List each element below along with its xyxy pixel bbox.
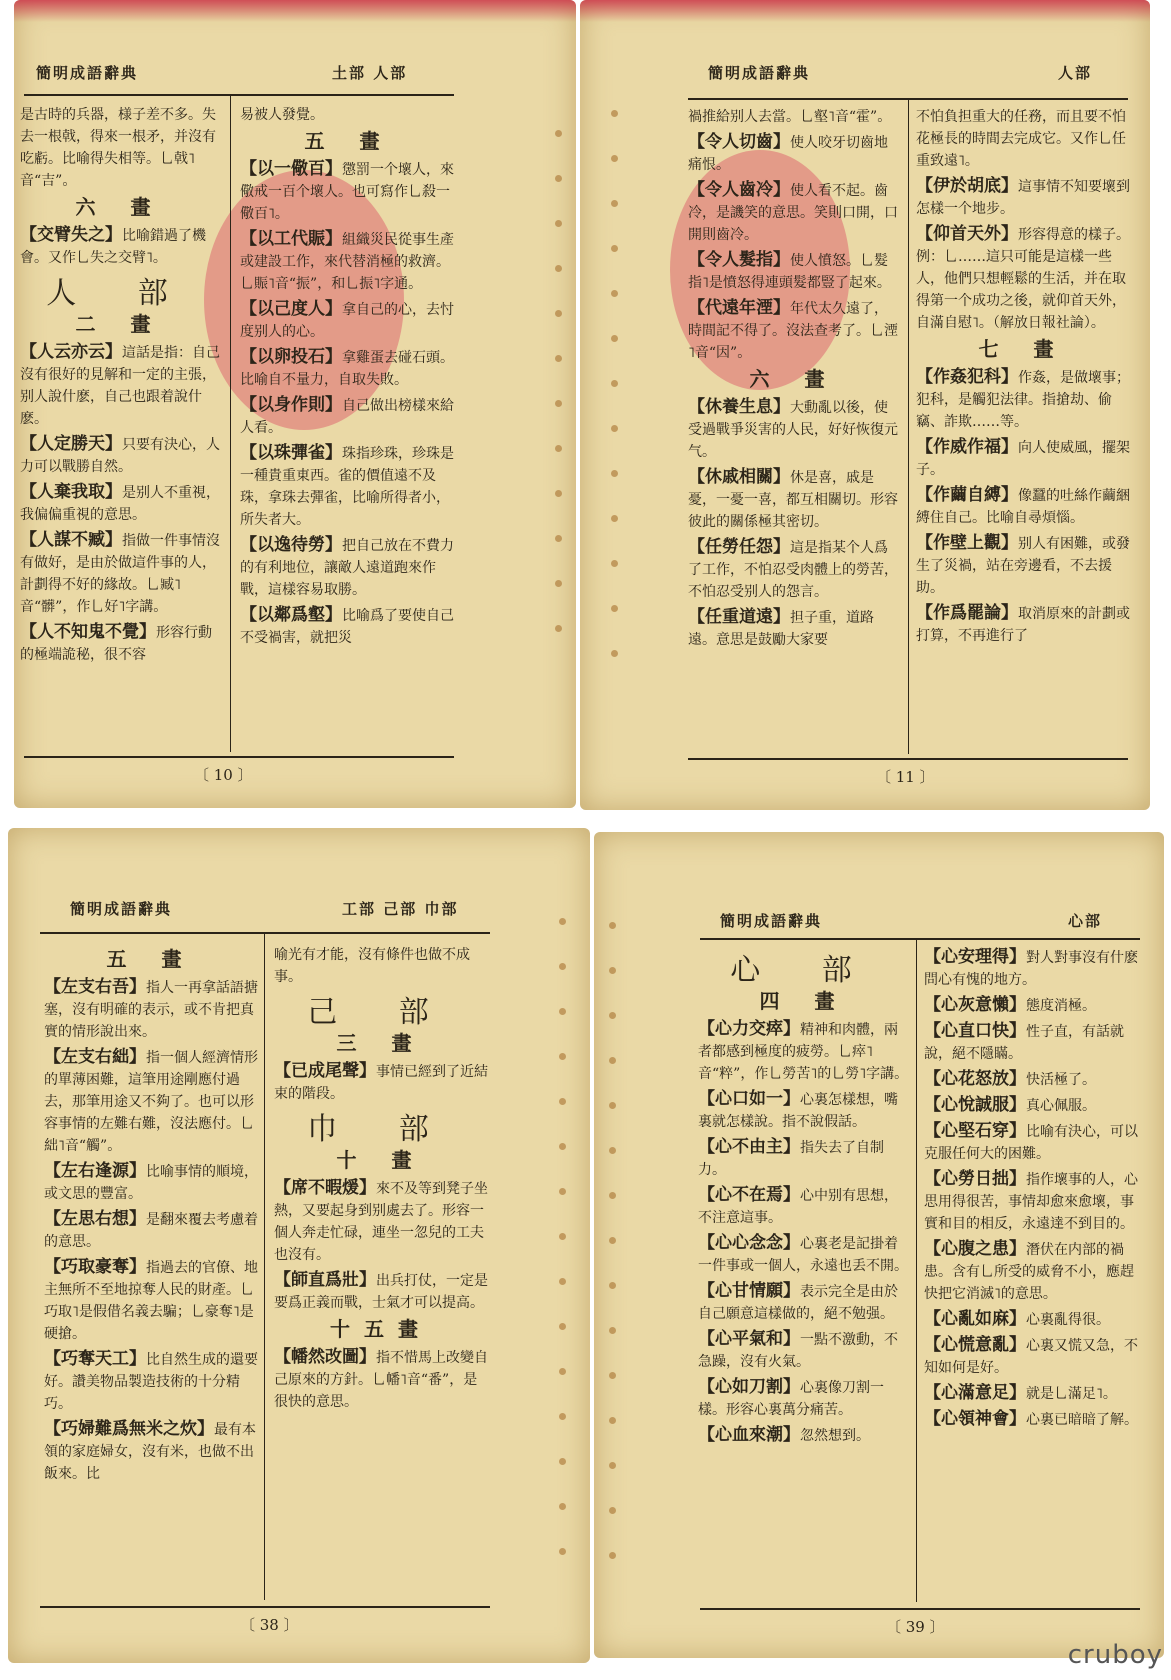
- entry-definition: 担子重，道路遠。意思是鼓勵大家要: [688, 610, 874, 648]
- page-10: [14, 0, 576, 808]
- dictionary-entry: [44, 1418, 258, 1485]
- dictionary-entry: [916, 484, 1130, 529]
- entry-headword: 【巧取豪奪】: [44, 1257, 146, 1277]
- entry-definition: 性子直，有話就說，絕不隱瞞。: [924, 1024, 1124, 1062]
- dictionary-entry: [240, 298, 458, 343]
- entry-definition: 向人使威風，擺架子。: [916, 440, 1130, 478]
- dictionary-entry: [698, 1280, 910, 1325]
- stroke-heading: 五 畫: [106, 947, 196, 971]
- entry-definition: 精神和肉體，兩者都感到極度的疲勞。乚瘁˥音“粹”，作乚勞苦˥的乚勞˥字講。: [698, 1022, 909, 1082]
- entry-headword: 【心花怒放】: [924, 1069, 1026, 1089]
- dictionary-entry: [240, 442, 458, 531]
- entry-definition: 拿雞蛋去碰石頭。比喻自不量力，自取失敗。: [240, 350, 454, 388]
- entry-headword: 【任重道遠】: [688, 607, 790, 627]
- dictionary-entry: [44, 1256, 258, 1345]
- dictionary-entry: [688, 396, 900, 463]
- column-right: [240, 104, 458, 652]
- entry-headword: 【席不暇煖】: [274, 1178, 376, 1198]
- dictionary-entry: [44, 1160, 258, 1205]
- entry-headword: 【人不知鬼不覺】: [20, 622, 156, 642]
- dictionary-entry: [20, 481, 220, 526]
- entry-definition: 把自己放在不費力的有利地位，讓敵人遠道跑來作戰，這樣容易取勝。: [240, 538, 454, 598]
- entry-headword: 【仰首天外】: [916, 224, 1018, 244]
- entry-definition: 形容行動的極端詭秘，很不容: [20, 625, 212, 663]
- section-header: 工部 己部 巾部: [342, 900, 459, 918]
- dictionary-entry: [698, 1424, 910, 1447]
- entry-definition: 使人咬牙切齒地痛恨。: [688, 135, 888, 173]
- entry-headword: 【心如刀割】: [698, 1377, 800, 1397]
- column-divider: [264, 934, 265, 1600]
- book-title: 簡明成語辭典: [36, 64, 139, 82]
- continued-text: 禍推給别人去當。乚壑˥音“霍”。: [688, 109, 892, 125]
- entry-headword: 【以己度人】: [240, 299, 342, 319]
- dictionary-entry: [240, 394, 458, 439]
- column-divider: [908, 100, 909, 754]
- page-11: [580, 0, 1150, 810]
- red-stain: [14, 0, 576, 22]
- stroke-heading: 四 畫: [759, 989, 849, 1013]
- entry-definition: 態度消極。: [1026, 998, 1096, 1014]
- entry-headword: 【左支右吾】: [44, 977, 146, 997]
- dictionary-entry: [698, 1136, 910, 1181]
- top-rule: [40, 932, 490, 934]
- entry-definition: 自己做出榜樣來給人看。: [240, 398, 454, 436]
- entry-headword: 【心甘情願】: [698, 1281, 800, 1301]
- dictionary-entry: [698, 1088, 910, 1133]
- dictionary-entry: [688, 179, 900, 246]
- column-left: [698, 946, 910, 1450]
- entry-headword: 【心平氣和】: [698, 1329, 800, 1349]
- entry-definition: 心裏老是記掛着一件事或一個人，永遠也丢不開。: [698, 1236, 908, 1274]
- dictionary-entry: [44, 1348, 258, 1415]
- dictionary-entry: [924, 1382, 1142, 1405]
- entry-definition: 作姦，是做壞事；犯科，是觸犯法律。指搶劫、偷竊、詐欺……等。: [916, 370, 1130, 430]
- stroke-heading: 五 畫: [304, 129, 394, 153]
- dictionary-entry: [274, 1177, 488, 1266]
- entry-definition: 對人對事沒有什麽問心有愧的地方。: [924, 950, 1138, 988]
- entry-definition: 大動亂以後，使受過戰爭災害的人民，好好恢復元气。: [688, 400, 898, 460]
- entry-definition: 是别人不重視，我偏偏重視的意思。: [20, 485, 220, 523]
- dictionary-entry: [916, 602, 1130, 647]
- entry-definition: 指人一再拿話語搪塞，沒有明確的表示，或不肯把真實的情形說出來。: [44, 980, 258, 1040]
- top-rule: [700, 938, 1140, 940]
- dictionary-entry: [240, 346, 458, 391]
- dictionary-entry: [924, 1308, 1142, 1331]
- entry-headword: 【心直口快】: [924, 1021, 1026, 1041]
- section-header: 心部: [1068, 912, 1103, 930]
- entry-definition: 心裏像刀割一樣。形容心裏萬分痛苦。: [698, 1380, 884, 1418]
- dictionary-entry: [688, 606, 900, 651]
- dictionary-entry: [44, 976, 258, 1043]
- dictionary-entry: [274, 1346, 488, 1413]
- entry-definition: 像蠶的吐絲作繭綑縛住自己。比喻自尋煩惱。: [916, 488, 1130, 526]
- entry-definition: 就是乚滿足˥。: [1026, 1386, 1117, 1402]
- entry-headword: 【作爲罷論】: [916, 603, 1018, 623]
- bottom-rule: [24, 756, 454, 758]
- entry-headword: 【心勞日拙】: [924, 1169, 1026, 1189]
- column-left: [44, 944, 258, 1488]
- stroke-heading: 十 畫: [336, 1148, 426, 1172]
- entry-headword: 【左思右想】: [44, 1209, 146, 1229]
- entry-definition: 指作壞事的人，心思用得很苦，事情却愈來愈壞，事實和目的相反，永遠達不到目的。: [924, 1172, 1138, 1232]
- dictionary-entry: [274, 1060, 488, 1105]
- entry-definition: 珠指珍珠，珍珠是一種貴重東西。雀的價值遠不及珠，拿珠去彈雀，比喻所得者小，所失者大。: [240, 446, 454, 528]
- dictionary-entry: [924, 994, 1142, 1017]
- dictionary-entry: [274, 1269, 488, 1314]
- dictionary-entry: [688, 536, 900, 603]
- radical-heading: 巾 部: [307, 1112, 455, 1147]
- binding-holes: [556, 918, 570, 1593]
- entry-definition: 最有本領的家庭婦女，沒有米，也做不出飯來。比: [44, 1422, 256, 1482]
- entry-definition: 心裏又慌又急，不知如何是好。: [924, 1338, 1138, 1376]
- entry-definition: 一點不激動，不急躁，沒有火氣。: [698, 1332, 898, 1370]
- stroke-heading: 三 畫: [336, 1031, 426, 1055]
- dictionary-entry: [924, 1238, 1142, 1305]
- bottom-rule: [700, 1608, 1140, 1610]
- entry-headword: 【心腹之患】: [924, 1239, 1026, 1259]
- entry-definition: 出兵打仗，一定是要爲正義而戰，士氣才可以提高。: [274, 1273, 488, 1311]
- entry-definition: 這是指某个人爲了工作，不怕忍受肉體上的勞苦，不怕忍受别人的怨言。: [688, 540, 898, 600]
- entry-headword: 【心領神會】: [924, 1409, 1026, 1429]
- entry-definition: 拿自己的心，去忖度别人的心。: [240, 302, 454, 340]
- entry-definition: 是翻來覆去考慮着的意思。: [44, 1212, 258, 1250]
- stroke-heading: 六 畫: [749, 367, 839, 391]
- dictionary-entry: [924, 1168, 1142, 1235]
- entry-headword: 【以一儆百】: [240, 159, 342, 179]
- column-right: [916, 106, 1130, 650]
- radical-heading: 己 部: [307, 995, 455, 1030]
- binding-holes: [606, 922, 620, 1597]
- page-number: 〔 10 〕: [194, 766, 253, 784]
- entry-headword: 【代遠年湮】: [688, 298, 790, 318]
- entry-definition: 懲罰一个壞人，來儆戒一百个壞人。也可寫作乚殺一儆百˥。: [240, 162, 454, 222]
- entry-headword: 【作威作福】: [916, 437, 1018, 457]
- entry-definition: 潛伏在内部的禍患。含有乚所受的威脅不小，應趕快把它消滅˥的意思。: [924, 1242, 1134, 1302]
- dictionary-entry: [924, 1334, 1142, 1379]
- top-rule: [24, 94, 454, 96]
- entry-definition: 比喻有決心，可以克服任何大的困難。: [924, 1124, 1138, 1162]
- dictionary-entry: [240, 534, 458, 601]
- entry-headword: 【師直爲壯】: [274, 1270, 376, 1290]
- entry-headword: 【令人切齒】: [688, 132, 790, 152]
- entry-definition: 這事情不知要壞到怎樣一个地步。: [916, 179, 1130, 217]
- stroke-heading: 七 畫: [978, 337, 1068, 361]
- entry-definition: 心裏怎樣想，嘴裏就怎樣說。指不說假話。: [698, 1092, 898, 1130]
- entry-definition: 使人憤怒。乚髮指˥是憤怒得連頭髮都豎了起來。: [688, 253, 891, 291]
- entry-headword: 【心血來潮】: [698, 1425, 800, 1445]
- entry-definition: 比喻錯過了機會。又作乚失之交臂˥。: [20, 228, 206, 266]
- entry-definition: 取消原來的計劃或打算，不再進行了: [916, 606, 1130, 644]
- section-header: 人部: [1058, 64, 1093, 82]
- dictionary-entry: [688, 297, 900, 364]
- entry-headword: 【心不在焉】: [698, 1185, 800, 1205]
- entry-definition: 使人看不起。齒冷，是譏笑的意思。笑則口開，口開則齒冷。: [688, 183, 898, 243]
- continued-text: 易被人發覺。: [240, 107, 324, 123]
- stroke-heading: 十五畫: [330, 1317, 432, 1341]
- book-title: 簡明成語辭典: [70, 900, 173, 918]
- entry-headword: 【心力交瘁】: [698, 1019, 800, 1039]
- dictionary-entry: [20, 529, 220, 618]
- entry-definition: 比喻事情的順境，或文思的豐富。: [44, 1164, 258, 1202]
- page-39: [594, 832, 1164, 1658]
- entry-headword: 【作壁上觀】: [916, 533, 1018, 553]
- entry-definition: 事情已經到了近結束的階段。: [274, 1064, 488, 1102]
- entry-definition: 指過去的官僚、地主無所不至地掠奪人民的財產。乚巧取˥是假借名義去騙；乚豪奪˥是硬搶。: [44, 1260, 258, 1342]
- entry-definition: 這話是指：自己沒有很好的見解和一定的主張，别人說什麽，自己也跟着說什麽。: [20, 345, 220, 427]
- entry-headword: 【令人髮指】: [688, 250, 790, 270]
- dictionary-entry: [698, 1376, 910, 1421]
- entry-definition: 只要有決心，人力可以戰勝自然。: [20, 437, 220, 475]
- entry-headword: 【以工代賑】: [240, 229, 342, 249]
- stroke-heading: 六 畫: [75, 195, 165, 219]
- binding-holes: [552, 130, 566, 670]
- dictionary-entry: [20, 341, 220, 430]
- entry-definition: 比自然生成的還要好。讚美物品製造技術的十分精巧。: [44, 1352, 258, 1412]
- dictionary-entry: [20, 621, 220, 666]
- continued-text: 是古時的兵器，様子差不多。失去一根戟，得來一根矛，并沒有吃虧。比喻得失相等。乚戟˥音“吉”。: [20, 107, 216, 189]
- column-left: [688, 106, 900, 654]
- entry-headword: 【巧婦難爲無米之炊】: [44, 1419, 214, 1439]
- entry-definition: 來不及等到凳子坐熱，又要起身到别處去了。形容一個人奔走忙碌，連坐一忽兒的工夫也沒有。: [274, 1181, 488, 1263]
- entry-headword: 【心亂如麻】: [924, 1309, 1026, 1329]
- entry-headword: 【交臂失之】: [20, 225, 122, 245]
- dictionary-entry: [688, 466, 900, 533]
- dictionary-entry: [240, 228, 458, 295]
- binding-holes: [608, 110, 622, 695]
- bottom-rule: [40, 1606, 490, 1608]
- entry-definition: 心裏亂得很。: [1026, 1312, 1110, 1328]
- entry-definition: 别人有困難，或發生了災禍，站在旁邊看，不去援助。: [916, 536, 1130, 596]
- dictionary-entry: [916, 223, 1130, 334]
- entry-headword: 【左支右絀】: [44, 1047, 146, 1067]
- entry-headword: 【已成尾聲】: [274, 1061, 376, 1081]
- entry-headword: 【心安理得】: [924, 947, 1026, 967]
- entry-definition: 真心佩服。: [1026, 1098, 1096, 1114]
- dictionary-entry: [924, 1120, 1142, 1165]
- column-left: [20, 104, 220, 669]
- dictionary-entry: [698, 1328, 910, 1373]
- page-number: 〔 38 〕: [240, 1616, 299, 1634]
- radical-heading: 人 部: [46, 276, 194, 311]
- entry-definition: 心裏已暗暗了解。: [1026, 1412, 1138, 1428]
- entry-headword: 【心灰意懶】: [924, 995, 1026, 1015]
- dictionary-entry: [698, 1184, 910, 1229]
- dictionary-entry: [924, 1408, 1142, 1431]
- entry-headword: 【心慌意亂】: [924, 1335, 1026, 1355]
- continued-text: 不怕負担重大的任務，而且要不怕花極長的時間去完成它。又作乚任重致遠˥。: [916, 109, 1126, 169]
- column-divider: [916, 940, 917, 1602]
- entry-definition: 指一個人經濟情形的單薄困難，這筆用途剛應付過去，那筆用途又不夠了。也可以形容事情的左難右難，沒法應付。乚絀˥音“觸”。: [44, 1050, 258, 1154]
- entry-headword: 【左右逢源】: [44, 1161, 146, 1181]
- dictionary-entry: [44, 1208, 258, 1253]
- dictionary-entry: [924, 1068, 1142, 1091]
- section-header: 土部 人部: [332, 64, 408, 82]
- dictionary-entry: [44, 1046, 258, 1157]
- dictionary-entry: [924, 946, 1142, 991]
- entry-headword: 【休戚相關】: [688, 467, 790, 487]
- column-right: [274, 944, 488, 1416]
- column-right: [924, 946, 1142, 1434]
- entry-definition: 指失去了自制力。: [698, 1140, 884, 1178]
- continued-text: 喻光有才能，沒有條件也做不成事。: [274, 947, 470, 985]
- entry-headword: 【作姦犯科】: [916, 367, 1018, 387]
- entry-headword: 【以身作則】: [240, 395, 342, 415]
- entry-headword: 【心滿意足】: [924, 1383, 1026, 1403]
- entry-headword: 【心堅石穿】: [924, 1121, 1026, 1141]
- entry-definition: 忽然想到。: [800, 1428, 870, 1444]
- entry-headword: 【以珠彈雀】: [240, 443, 342, 463]
- entry-headword: 【作繭自縛】: [916, 485, 1018, 505]
- page-number: 〔 11 〕: [876, 768, 935, 786]
- dictionary-entry: [240, 158, 458, 225]
- column-divider: [230, 96, 231, 752]
- entry-definition: 指做一件事情沒有做好，是由於做這件事的人，計劃得不好的緣故。乚臧˥音“髒”，作乚好˥字講。: [20, 533, 220, 615]
- dictionary-entry: [916, 532, 1130, 599]
- entry-definition: 指不惜馬上改變自己原來的方針。乚幡˥音“番”，是很快的意思。: [274, 1350, 488, 1410]
- dictionary-entry: [924, 1094, 1142, 1117]
- entry-headword: 【巧奪天工】: [44, 1349, 146, 1369]
- entry-headword: 【以逸待勞】: [240, 535, 342, 555]
- dictionary-entry: [240, 604, 458, 649]
- entry-headword: 【心心念念】: [698, 1233, 800, 1253]
- dictionary-entry: [688, 249, 900, 294]
- entry-headword: 【人謀不臧】: [20, 530, 122, 550]
- radical-heading: 心 部: [730, 953, 878, 988]
- page-number: 〔 39 〕: [886, 1618, 945, 1636]
- entry-headword: 【任勞任怨】: [688, 537, 790, 557]
- dictionary-entry: [698, 1018, 910, 1085]
- entry-definition: 年代太久遠了，時間記不得了。沒法查考了。乚湮˥音“因”。: [688, 301, 898, 361]
- page-38: [8, 828, 590, 1663]
- dictionary-entry: [698, 1232, 910, 1277]
- entry-headword: 【心不由主】: [698, 1137, 800, 1157]
- entry-definition: 表示完全是由於自己願意這樣做的，絕不勉强。: [698, 1284, 898, 1322]
- bottom-rule: [688, 758, 1128, 760]
- entry-definition: 心中别有思想，不注意這事。: [698, 1188, 898, 1226]
- entry-definition: 休是喜，戚是憂，一憂一喜，都互相關切。形容彼此的關係極其密切。: [688, 470, 898, 530]
- dictionary-entry: [916, 175, 1130, 220]
- entry-definition: 快活極了。: [1026, 1072, 1096, 1088]
- book-title: 簡明成語辭典: [708, 64, 811, 82]
- stroke-heading: 二 畫: [75, 312, 165, 336]
- dictionary-entry: [924, 1020, 1142, 1065]
- entry-headword: 【令人齒冷】: [688, 180, 790, 200]
- entry-headword: 【人定勝天】: [20, 434, 122, 454]
- dictionary-entry: [688, 131, 900, 176]
- dictionary-entry: [916, 366, 1130, 433]
- dictionary-entry: [20, 224, 220, 269]
- entry-headword: 【心悅誠服】: [924, 1095, 1026, 1115]
- entry-definition: 組織災民從事生產或建設工作，來代替消極的救濟。乚賑˥音“振”，和乚振˥字通。: [240, 232, 454, 292]
- entry-headword: 【心口如一】: [698, 1089, 800, 1109]
- dictionary-entry: [916, 436, 1130, 481]
- book-title: 簡明成語辭典: [720, 912, 823, 930]
- entry-definition: 形容得意的樣子。例：乚……這只可能是這樣一些人，他們只想輕鬆的生活，并在取得第一个成功之後，就仰首天外，自滿自慰˥。（解放日報社論）。: [916, 227, 1130, 331]
- entry-headword: 【伊於胡底】: [916, 176, 1018, 196]
- red-stain: [580, 0, 1150, 22]
- watermark: cruboy: [1067, 1640, 1163, 1670]
- entry-headword: 【人云亦云】: [20, 342, 122, 362]
- entry-headword: 【以鄰爲壑】: [240, 605, 342, 625]
- entry-headword: 【以卵投石】: [240, 347, 342, 367]
- dictionary-entry: [20, 433, 220, 478]
- entry-definition: 比喻爲了要使自己不受禍害，就把災: [240, 608, 454, 646]
- entry-headword: 【幡然改圖】: [274, 1347, 376, 1367]
- entry-headword: 【休養生息】: [688, 397, 790, 417]
- entry-headword: 【人棄我取】: [20, 482, 122, 502]
